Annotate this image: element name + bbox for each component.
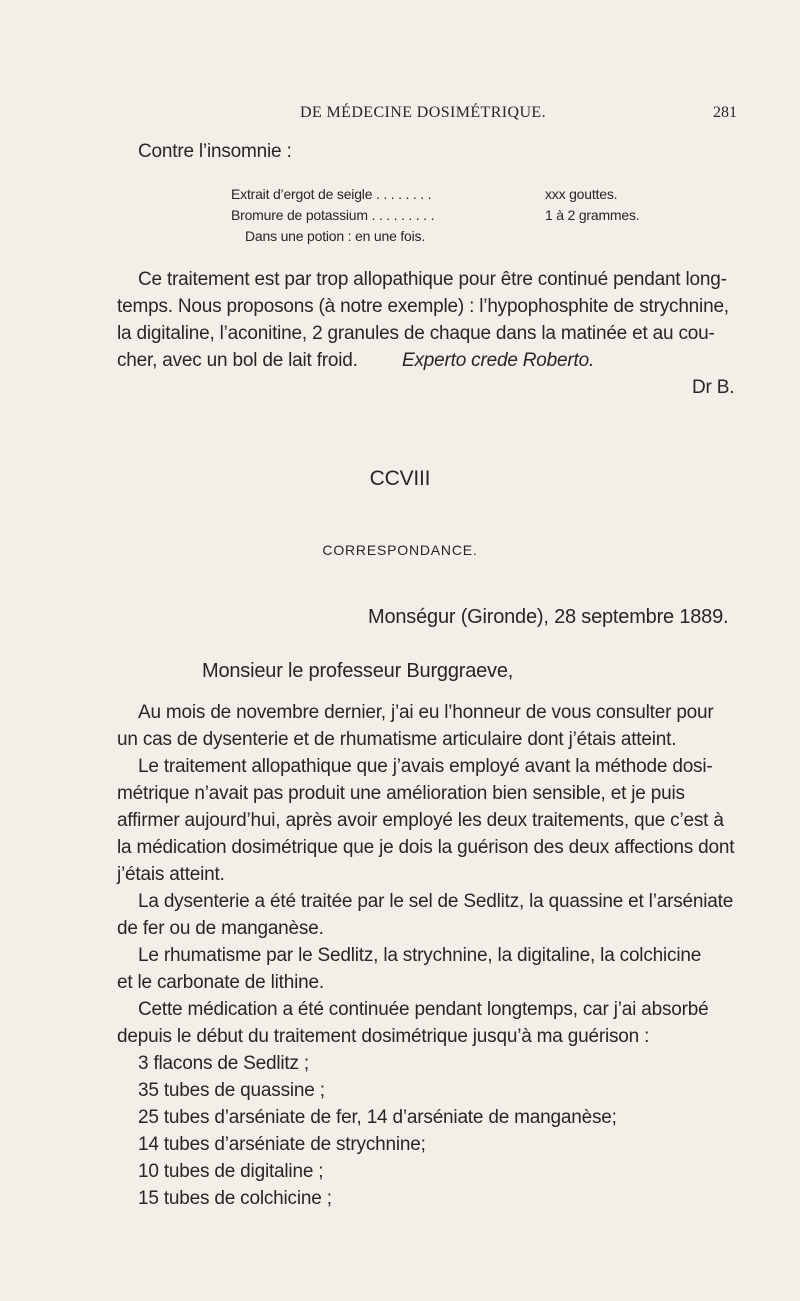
signature: Dr B. [692, 377, 735, 398]
commentary-line: cher, avec un bol de lait froid. [117, 350, 358, 371]
letter-line: La dysenterie a été traitée par le sel de Sedlitz, la quassine et l’arséniate [138, 891, 734, 912]
commentary-line: la digitaline, l’aconitine, 2 granules de chaque dans la matinée et au cou- [117, 323, 715, 344]
prescription-dose: xxx gouttes. [545, 186, 618, 202]
letter-line: et le carbonate de lithine. [117, 972, 324, 993]
letter-line: la médication dosimétrique que je dois la guérison des deux affections dont [117, 837, 735, 858]
quantity-item: 15 tubes de colchicine ; [138, 1188, 332, 1209]
letter-place-date: Monségur (Gironde), 28 septembre 1889. [368, 606, 729, 628]
prescription-dose: 1 à 2 grammes. [545, 207, 640, 223]
prescription-drug: Extrait d’ergot de seigle . . . . . . . . [231, 186, 432, 202]
letter-line: affirmer aujourd’hui, après avoir employé les deux traitements, que c’est à [117, 810, 724, 831]
quantity-item: 10 tubes de digitaline ; [138, 1161, 324, 1182]
letter-line: de fer ou de manganèse. [117, 918, 324, 939]
quantity-item: 3 flacons de Sedlitz ; [138, 1053, 309, 1074]
letter-line: un cas de dysenterie et de rhumatisme articulaire dont j’étais atteint. [117, 729, 677, 750]
quantity-item: 25 tubes d’arséniate de fer, 14 d’arséniate de manganèse; [138, 1107, 617, 1128]
letter-line: Cette médication a été continuée pendant longtemps, car j’ai absorbé [138, 999, 709, 1020]
letter-line: Le rhumatisme par le Sedlitz, la strychnine, la digitaline, la colchicine [138, 945, 702, 966]
quantity-item: 35 tubes de quassine ; [138, 1080, 325, 1101]
running-header-title: DE MÉDECINE DOSIMÉTRIQUE. [300, 104, 546, 121]
letter-line: métrique n’avait pas produit une amélioration bien sensible, et je puis [117, 783, 685, 804]
letter-line: depuis le début du traitement dosimétrique jusqu’à ma guérison : [117, 1026, 650, 1047]
commentary-line: temps. Nous proposons (à notre exemple) : l’hypophosphite de strychnine, [117, 296, 729, 317]
letter-line: Le traitement allopathique que j’avais employé avant la méthode dosi- [138, 756, 713, 777]
latin-motto: Experto crede Roberto. [402, 350, 595, 371]
prescription-drug: Bromure de potassium . . . . . . . . . [231, 207, 435, 223]
letter-line: j’étais atteint. [117, 864, 225, 885]
section-number: CCVIII [369, 467, 431, 490]
letter-salutation: Monsieur le professeur Burggraeve, [202, 660, 514, 682]
letter-line: Au mois de novembre dernier, j’ai eu l’honneur de vous consulter pour [138, 702, 714, 723]
commentary-line: Ce traitement est par trop allopathique pour être continué pendant long- [138, 269, 727, 290]
page-number: 281 [713, 104, 737, 121]
section-title: CORRESPONDANCE. [322, 542, 478, 558]
insomnie-heading: Contre l’insomnie : [138, 141, 292, 162]
prescription-instruction: Dans une potion : en une fois. [245, 228, 426, 244]
quantity-item: 14 tubes d’arséniate de strychnine; [138, 1134, 426, 1155]
